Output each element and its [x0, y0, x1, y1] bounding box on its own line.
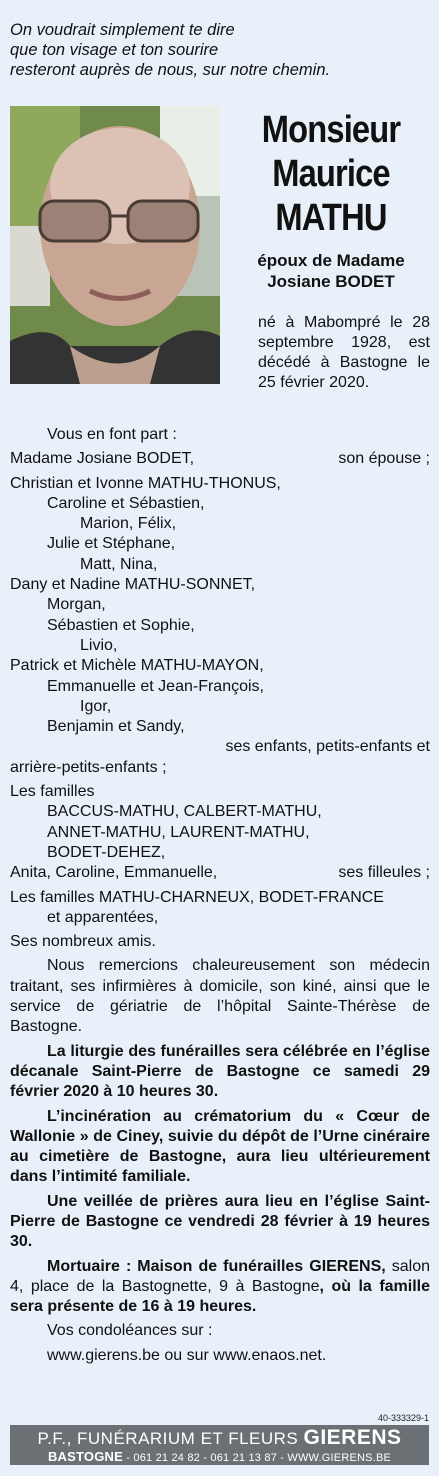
- children-role-2: arrière-petits-enfants ;: [10, 758, 167, 776]
- spouse-role: son épouse ;: [338, 450, 430, 468]
- birth-death-info: né à Mabompré le 28 septembre 1928, est décédé à Bastogne le 25 février 2020.: [258, 314, 430, 391]
- grandchild: Julie et Stéphane,: [47, 535, 176, 553]
- godchildren-role: ses filleules ;: [338, 864, 430, 882]
- spouse-name: Madame Josiane BODET,: [10, 450, 195, 468]
- name-first: Maurice: [272, 153, 390, 195]
- footer-contacts: - 061 21 24 82 - 061 21 13 87 - WWW.GIERENS.BE: [123, 1452, 392, 1464]
- mortuary-address: salon 4, place de la Bastognette, 9 à Bastogne: [10, 1257, 430, 1295]
- name-title: Monsieur: [261, 109, 401, 151]
- families-title: Les familles: [10, 783, 95, 801]
- portrait-image: [10, 106, 220, 384]
- child-family: Patrick et Michèle MATHU-MAYON,: [10, 657, 264, 675]
- deceased-name-block: [232, 108, 430, 292]
- grandchild: Sébastien et Sophie,: [47, 616, 195, 634]
- quote-line: resteront auprès de nous, sur notre chemin.: [10, 61, 331, 79]
- great-grandchild: Marion, Félix,: [80, 515, 177, 533]
- reference-number: 40-333329-1: [377, 1413, 429, 1423]
- child-family: Christian et Ivonne MATHU-THONUS,: [10, 474, 281, 492]
- friends-line: Ses nombreux amis.: [10, 933, 156, 951]
- websites-line: www.gierens.be ou sur www.enaos.net.: [47, 1346, 327, 1364]
- vigil-paragraph: Une veillée de prières aura lieu en l’église Saint-Pierre de Bastogne ce vendredi 28 février à 19 heures 30.: [10, 1192, 430, 1251]
- grandchild: Morgan,: [47, 596, 106, 614]
- mortuary-label: Mortuaire : Maison de funérailles GIERENS,: [47, 1257, 386, 1275]
- intro-line: Vous en font part :: [47, 426, 177, 443]
- mortuary-paragraph: [10, 1257, 430, 1318]
- portrait-photo: [10, 106, 220, 384]
- condolences-line: Vos condoléances sur :: [47, 1322, 213, 1340]
- godchildren-row: [10, 863, 430, 883]
- spouse-line-2: Josiane BODET: [267, 272, 395, 291]
- great-grandchild: Matt, Nina,: [80, 555, 158, 573]
- opening-quote: [10, 20, 430, 80]
- announcement-body: [10, 425, 430, 1366]
- footer-town: BASTOGNE: [47, 1449, 123, 1464]
- family-names: BACCUS-MATHU, CALBERT-MATHU,: [47, 803, 322, 821]
- children-role-1: ses enfants, petits-enfants et: [225, 738, 430, 756]
- cremation-paragraph: L’incinération au crématorium du « Cœur de Wallonie » de Ciney, suivie du dépôt de l’Urne cinéraire au cimetière de Bastogne, aura lieu ultérieurement dans l’intimité familiale.: [10, 1107, 430, 1186]
- family-names: ANNET-MATHU, LAURENT-MATHU,: [47, 823, 310, 841]
- child-family: Dany et Nadine MATHU-SONNET,: [10, 576, 256, 594]
- other-families-cont: et apparentées,: [47, 908, 159, 926]
- spouse-mention: [232, 250, 430, 292]
- great-grandchild: Igor,: [80, 697, 112, 715]
- footer-services: P.F., FUNÉRARIUM ET FLEURS: [37, 1429, 304, 1448]
- footer-line-2: [10, 1450, 429, 1465]
- mortuary-hours: , où la famille sera présente de 16 à 19 heures.: [10, 1277, 431, 1316]
- spouse-line-1: époux de Madame: [257, 251, 405, 270]
- great-grandchild: Livio,: [80, 636, 118, 654]
- grandchild: Benjamin et Sandy,: [47, 718, 185, 736]
- quote-line: On voudrait simplement te dire: [10, 21, 235, 39]
- grandchild: Caroline et Sébastien,: [47, 494, 205, 512]
- footer-brand: GIERENS: [303, 1426, 402, 1449]
- liturgy-paragraph: La liturgie des funérailles sera célébrée en l’église décanale Saint-Pierre de Bastogne ce samedi 29 février 2020 à 10 heures 30.: [10, 1042, 430, 1101]
- quote-line: que ton visage et ton sourire: [10, 41, 219, 59]
- funeral-home-banner: [10, 1425, 429, 1465]
- grandchild: Emmanuelle et Jean-François,: [47, 677, 264, 695]
- thanks-paragraph: Nous remercions chaleureusement son médecin traitant, ses infirmières à domicile, son kiné, ainsi que le service de gériatrie de l’hôpital Sainte-Thérèse de Bastogne.: [10, 957, 430, 1036]
- spouse-row: [10, 449, 430, 469]
- other-families: Les familles MATHU-CHARNEUX, BODET-FRANCE: [10, 888, 384, 906]
- name-last: MATHU: [275, 197, 387, 239]
- godchildren-names: Anita, Caroline, Emmanuelle,: [10, 864, 218, 882]
- footer-line-1: [10, 1425, 429, 1450]
- family-names: BODET-DEHEZ,: [47, 843, 166, 861]
